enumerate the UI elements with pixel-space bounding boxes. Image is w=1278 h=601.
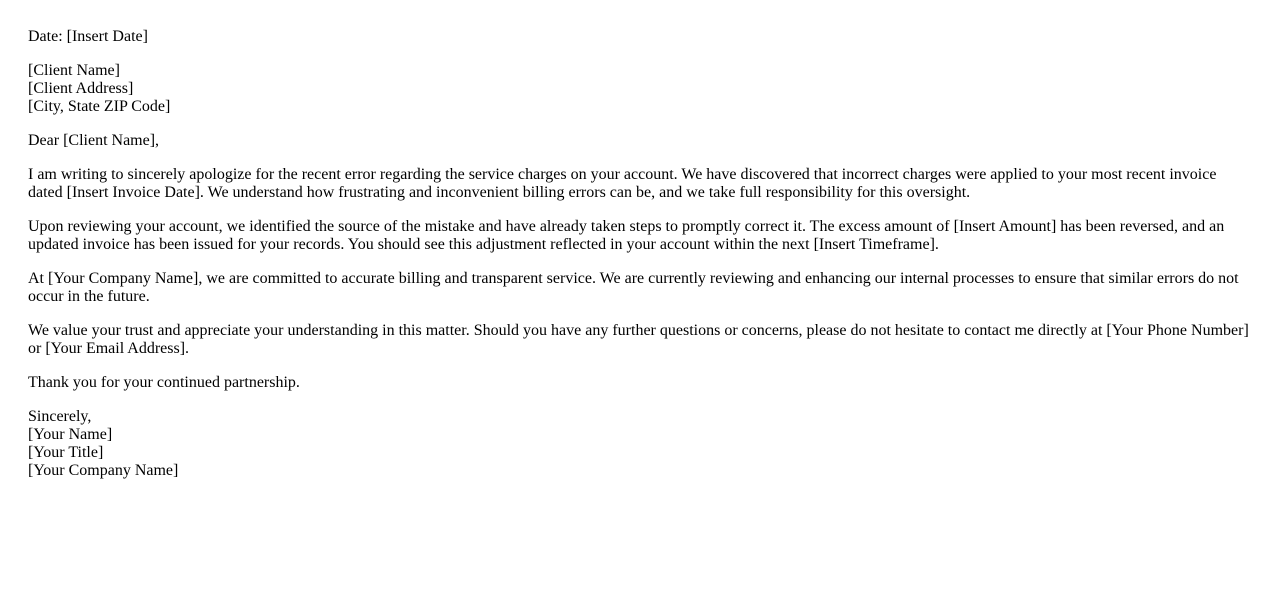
sign-off: Sincerely,	[28, 408, 92, 425]
paragraph-thanks: Thank you for your continued partnership.	[28, 374, 300, 391]
salutation: Dear [Client Name],	[28, 132, 160, 149]
paragraph-commitment: At [Your Company Name], we are committed to accurate billing and transparent service. We are currently reviewing and enhancing our internal processes to ensure that similar errors do not occur in the future.	[28, 270, 1239, 305]
paragraph-contact: We value your trust and appreciate your understanding in this matter. Should you have any further questions or concerns, please do not hesitate to contact me directly at [Your Phone Number] or [Your Email Address].	[28, 322, 1249, 357]
date-line: Date: [Insert Date]	[28, 28, 148, 45]
signer-company: [Your Company Name]	[28, 462, 179, 479]
recipient-block	[28, 62, 1252, 116]
recipient-address: [Client Address]	[28, 80, 134, 97]
recipient-name: [Client Name]	[28, 62, 120, 79]
signer-name: [Your Name]	[28, 426, 113, 443]
paragraph-apology: I am writing to sincerely apologize for the recent error regarding the service charges on your account. We have discovered that incorrect charges were applied to your most recent invoice dated [Insert Invoice Date]. We understand how frustrating and inconvenient billing errors can be, and we take full responsibility for this oversight.	[28, 166, 1217, 201]
paragraph-correction: Upon reviewing your account, we identified the source of the mistake and have already taken steps to promptly correct it. The excess amount of [Insert Amount] has been reversed, and an updated invoice has been issued for your records. You should see this adjustment reflected in your account within the next [Insert Timeframe].	[28, 218, 1225, 253]
recipient-city-state-zip: [City, State ZIP Code]	[28, 98, 171, 115]
signer-title: [Your Title]	[28, 444, 104, 461]
letter-body	[28, 28, 1252, 496]
closing-block	[28, 408, 1252, 480]
